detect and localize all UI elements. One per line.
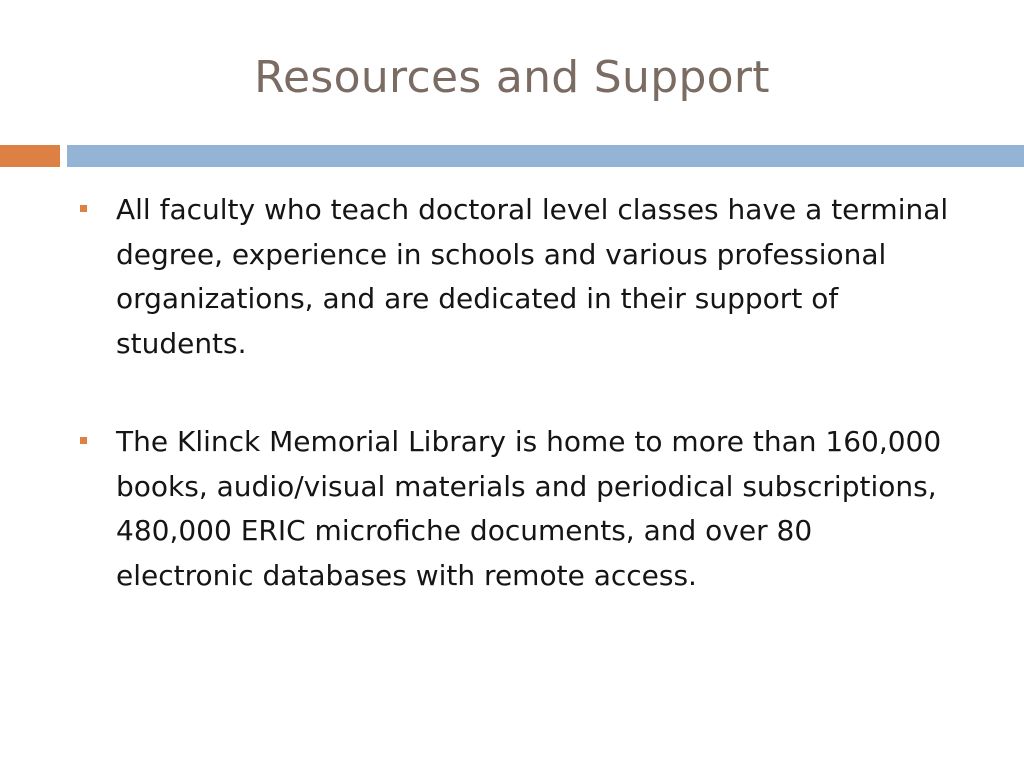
square-bullet-icon: [80, 205, 87, 212]
bullet-item-library: [78, 420, 958, 598]
bullet-list: [78, 188, 958, 598]
bullet-text-faculty: All faculty who teach doctoral level classes have a terminal degree, experience in schools and various professional organizations, and are dedicated in their support of students.: [116, 193, 949, 360]
bullet-item-faculty: [78, 188, 958, 366]
accent-bar-blue: [67, 145, 1024, 167]
accent-bar-orange: [0, 145, 60, 167]
square-bullet-icon: [80, 437, 87, 444]
slide-title: Resources and Support: [254, 52, 770, 103]
bullet-text-library: The Klinck Memorial Library is home to more than 160,000 books, audio/visual materials and periodical subscriptions, 480,000 ERIC microfiche documents, and over 80 electronic databases with remote access.: [116, 425, 942, 592]
